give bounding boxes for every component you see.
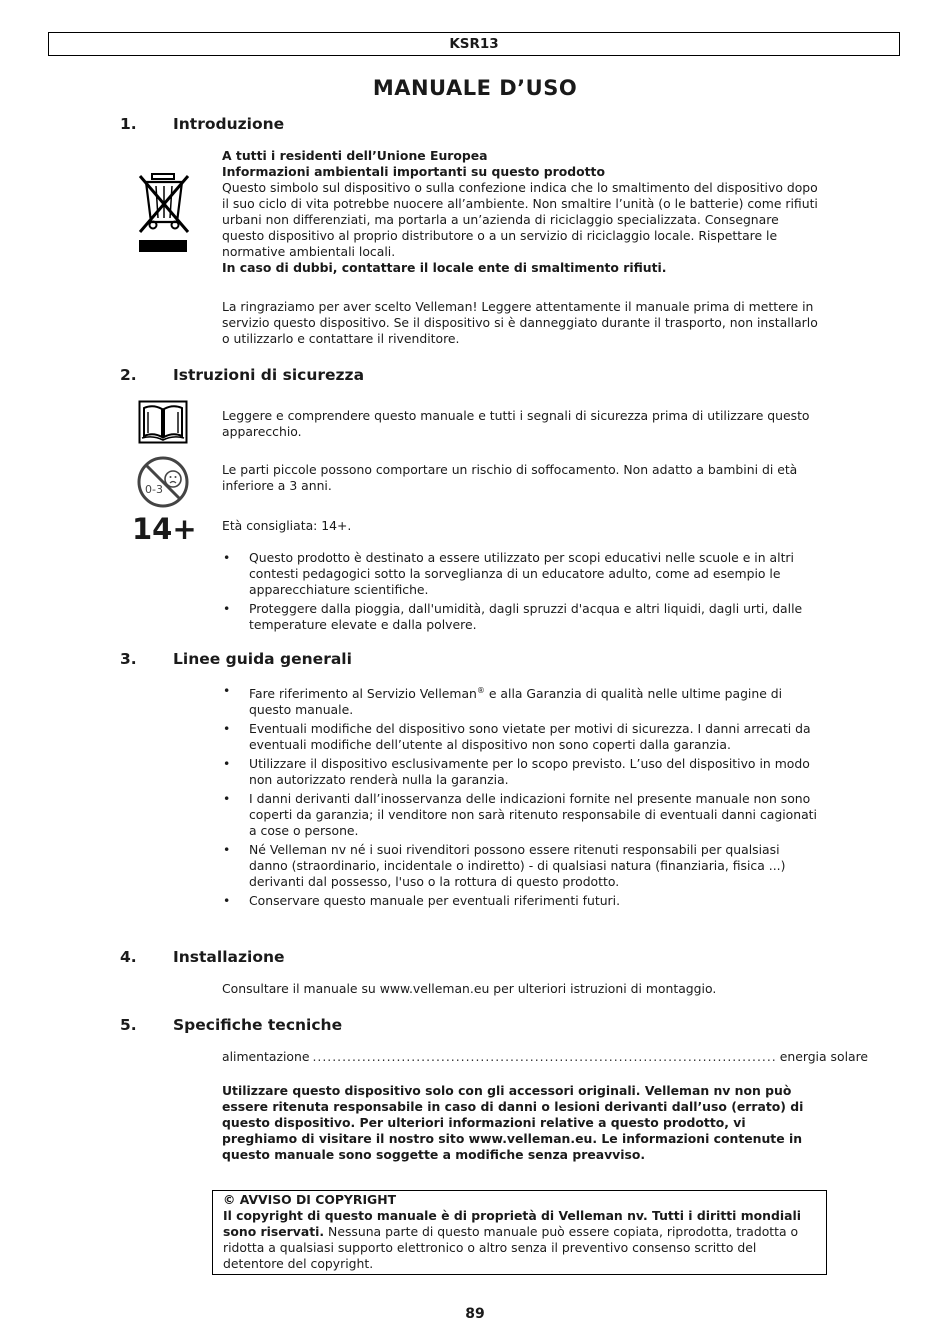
section-title: Istruzioni di sicurezza [173, 366, 365, 384]
section-number: 2. [120, 366, 137, 384]
section-number: 3. [120, 650, 137, 668]
list-item: • Eventuali modifiche del dispositivo sono vietate per motivi di sicurezza. I danni arrecati da eventuali modifiche dell’utente al dispositivo non sono coperti dalla garanzia. [222, 721, 822, 753]
list-item: • Conservare questo manuale per eventuali riferimenti futuri. [222, 893, 822, 909]
safety-age-text: Età consigliata: 14+. [222, 518, 352, 533]
copyright-bold: Il copyright di questo manuale è di proprietà di Velleman nv. Tutti i diritti mondiali sono riservati. [223, 1208, 801, 1239]
section-heading-installation [120, 948, 285, 966]
section-heading-specs [120, 1016, 342, 1034]
section-title: Linee guida generali [173, 650, 352, 668]
guidelines-bullet-list [222, 683, 822, 912]
spec-label: alimentazione [222, 1049, 310, 1064]
section-number: 1. [120, 115, 137, 133]
section-number: 5. [120, 1016, 137, 1034]
list-item: • Né Velleman nv né i suoi rivenditori possono essere ritenuti responsabili per qualsiasi danno (straordinario, incidentale o indiretto) - di qualsiasi natura (finanziaria, fisica ...) derivanti dal possesso, l'uso o la rottura di questo prodotto. [222, 842, 822, 890]
intro-block [222, 148, 822, 276]
age-range-label: 0-3 [145, 483, 163, 496]
section-heading-safety [120, 366, 364, 384]
list-item: • Utilizzare il dispositivo esclusivamente per lo scopo previsto. L’uso del dispositivo in modo non autorizzato renderà nulla la garanzia. [222, 756, 822, 788]
section-title: Introduzione [173, 115, 285, 133]
model-label: KSR13 [449, 36, 499, 52]
section-title: Specifiche tecniche [173, 1016, 343, 1034]
not-for-under-3-icon [136, 455, 190, 509]
intro-heading-env: Informazioni ambientali importanti su questo prodotto [222, 164, 605, 179]
age-badge-14plus: 14+ [132, 512, 197, 546]
intro-body: Questo simbolo sul dispositivo o sulla confezione indica che lo smaltimento del dispositivo dopo il suo ciclo di vita potrebbe nuocere all’ambiente. Non smaltire l’unità (o le batterie) come rifiuti urbani non differenziati, ma portarla a un’azienda di riciclaggio specializzata. Consegnare questo dispositivo al proprio distributore o a un servizio di riciclaggio locale. Rispettare le normative ambientali locali. [222, 180, 818, 259]
section-heading-intro [120, 115, 284, 133]
section-title: Installazione [173, 948, 285, 966]
spec-leader-dots: .............................................................................................. [312, 1049, 777, 1064]
copyright-title: © AVVISO DI COPYRIGHT [223, 1192, 397, 1207]
section-number: 4. [120, 948, 137, 966]
intro-heading-eu: A tutti i residenti dell’Unione Europea [222, 148, 488, 163]
section-heading-guidelines [120, 650, 352, 668]
copyright-body [223, 1208, 816, 1272]
intro-thanks: La ringraziamo per aver scelto Velleman! Leggere attentamente il manuale prima di mettere in servizio questo dispositivo. Se il dispositivo si è danneggiato durante il trasporto, non installarlo o utilizzarlo e contattare il rivenditore. [222, 299, 818, 346]
guideline-text: e alla Garanzia di qualità nelle ultime pagine di questo manuale. [249, 686, 783, 718]
spec-row-power [222, 1049, 869, 1064]
read-manual-icon [138, 400, 188, 444]
list-item: • I danni derivanti dall’inosservanza delle indicazioni fornite nel presente manuale non sono coperti da garanzia; il venditore non sarà ritenuto responsabile di eventuali danni cagionati a cose o persone. [222, 791, 822, 839]
registered-mark: ® [476, 686, 485, 695]
guideline-text: Fare riferimento al Servizio Velleman [249, 686, 477, 702]
copyright-text: Nessuna parte di questo manuale può essere copiata, riprodotta, tradotta o ridotta a qualsiasi supporto elettronico o altro senza il preventivo consenso scritto del detentore del copyright. [223, 1224, 799, 1271]
page-number: 89 [465, 1306, 485, 1322]
intro-bold-note: In caso di dubbi, contattare il locale ente di smaltimento rifiuti. [222, 260, 667, 275]
list-item: • Questo prodotto è destinato a essere utilizzato per scopi educativi nelle scuole e in altri contesti pedagogici sotto la sorveglianza di un educatore adulto, come ad esempio le apparecchiature scientifiche. [222, 550, 822, 598]
list-item: • Proteggere dalla pioggia, dall'umidità, dagli spruzzi d'acqua e altri liquidi, dagli urti, dalle temperature elevate e dalla polvere. [222, 601, 822, 633]
header-model-box [48, 32, 900, 56]
disclaimer-text: Utilizzare questo dispositivo solo con gli accessori originali. Velleman nv non può essere ritenuta responsabile in caso di danni o lesioni derivanti dall’uso (errato) di questo dispositivo. Per ulteriori informazioni relative a questo prodotto, vi preghiamo di visitare il nostro sito www.velleman.eu. Le informazioni contenute in questo manuale sono soggette a modifiche senza preavviso. [222, 1083, 804, 1162]
safety-read-manual: Leggere e comprendere questo manuale e tutti i segnali di sicurezza prima di utilizzare questo apparecchio. [222, 408, 810, 439]
spec-value: energia solare [779, 1049, 869, 1064]
weee-bin-icon [136, 172, 192, 254]
copyright-box [212, 1190, 827, 1275]
safety-bullet-list [222, 550, 822, 636]
document-title: MANUALE D’USO [372, 76, 578, 100]
list-item [222, 683, 822, 718]
installation-text: Consultare il manuale su www.velleman.eu per ulteriori istruzioni di montaggio. [222, 981, 717, 996]
safety-small-parts: Le parti piccole possono comportare un rischio di soffocamento. Non adatto a bambini di età inferiore a 3 anni. [222, 462, 798, 493]
